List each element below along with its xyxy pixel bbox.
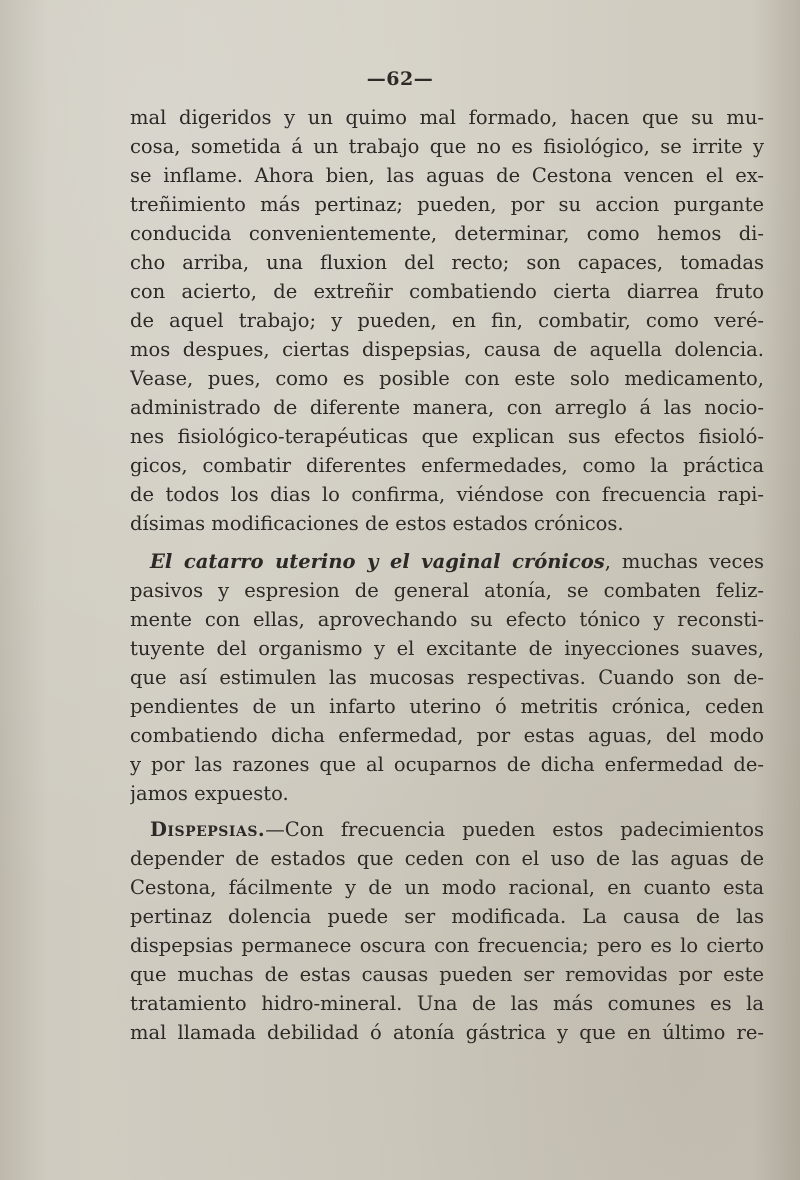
text-line: y por las razones que al ocuparnos de dicha enfermedad de-: [130, 753, 764, 776]
text-line: [130, 815, 764, 844]
text-line: tuyente del organismo y el excitante de inyecciones suaves,: [130, 637, 764, 660]
text-line: depender de estados que ceden con el uso de las aguas de: [130, 847, 764, 870]
text-line: Cestona, fácilmente y de un modo racional, en cuanto esta: [130, 876, 764, 899]
text-line: nes fisiológico-terapéuticas que explican sus efectos fisioló-: [130, 425, 764, 448]
text-line: mente con ellas, aprovechando su efecto tónico y reconsti-: [130, 608, 764, 631]
paragraph-3: [130, 815, 764, 1047]
text-line: treñimiento más pertinaz; pueden, por su accion purgante: [130, 193, 764, 216]
text-line: mos despues, ciertas dispepsias, causa de aquella dolencia.: [130, 338, 764, 361]
section-title-dispepsias: Dispepsias.: [150, 818, 266, 841]
text-line: jamos expuesto.: [130, 782, 289, 805]
text-line: conducida convenientemente, determinar, como hemos di-: [130, 222, 764, 245]
text-line: dispepsias permanece oscura con frecuencia; pero es lo cierto: [130, 934, 764, 957]
section-title-catarro: El catarro uterino y el vaginal crónicos: [150, 550, 605, 573]
text-line: [130, 547, 764, 576]
text-line: cho arriba, una fluxion del recto; son capaces, tomadas: [130, 251, 764, 274]
text-line: mal llamada debilidad ó atonía gástrica y que en último re-: [130, 1021, 764, 1044]
text-line: de todos los dias lo confirma, viéndose con frecuencia rapi-: [130, 483, 764, 506]
text-line: pertinaz dolencia puede ser modificada. La causa de las: [130, 905, 764, 928]
page-number: —62—: [366, 68, 434, 90]
text-line: que muchas de estas causas pueden ser removidas por este: [130, 963, 764, 986]
paragraph-2: [130, 547, 764, 808]
text-line: de aquel trabajo; y pueden, en fin, combatir, como veré-: [130, 309, 764, 332]
text-line: pasivos y espresion de general atonía, se combaten feliz-: [130, 579, 764, 602]
text-line: combatiendo dicha enfermedad, por estas aguas, del modo: [130, 724, 764, 747]
text-line: gicos, combatir diferentes enfermedades, como la práctica: [130, 454, 764, 477]
text-line: pendientes de un infarto uterino ó metritis crónica, ceden: [130, 695, 764, 718]
text-line: dísimas modificaciones de estos estados crónicos.: [130, 512, 624, 535]
text-line: tratamiento hidro-mineral. Una de las más comunes es la: [130, 992, 764, 1015]
paragraph-1: [130, 103, 764, 538]
text-line: mal digeridos y un quimo mal formado, hacen que su mu-: [130, 106, 764, 129]
text-line: que así estimulen las mucosas respectivas. Cuando son de-: [130, 666, 764, 689]
text-span: —Con frecuencia pueden estos padecimientos: [265, 818, 764, 841]
text-line: administrado de diferente manera, con arreglo á las nocio-: [130, 396, 764, 419]
text-span: , muchas veces: [604, 550, 764, 573]
text-line: se inflame. Ahora bien, las aguas de Cestona vencen el ex-: [130, 164, 764, 187]
text-line: cosa, sometida á un trabajo que no es fisiológico, se irrite y: [130, 135, 764, 158]
text-line: con acierto, de extreñir combatiendo cierta diarrea fruto: [130, 280, 764, 303]
text-line: Vease, pues, como es posible con este solo medicamento,: [130, 367, 764, 390]
